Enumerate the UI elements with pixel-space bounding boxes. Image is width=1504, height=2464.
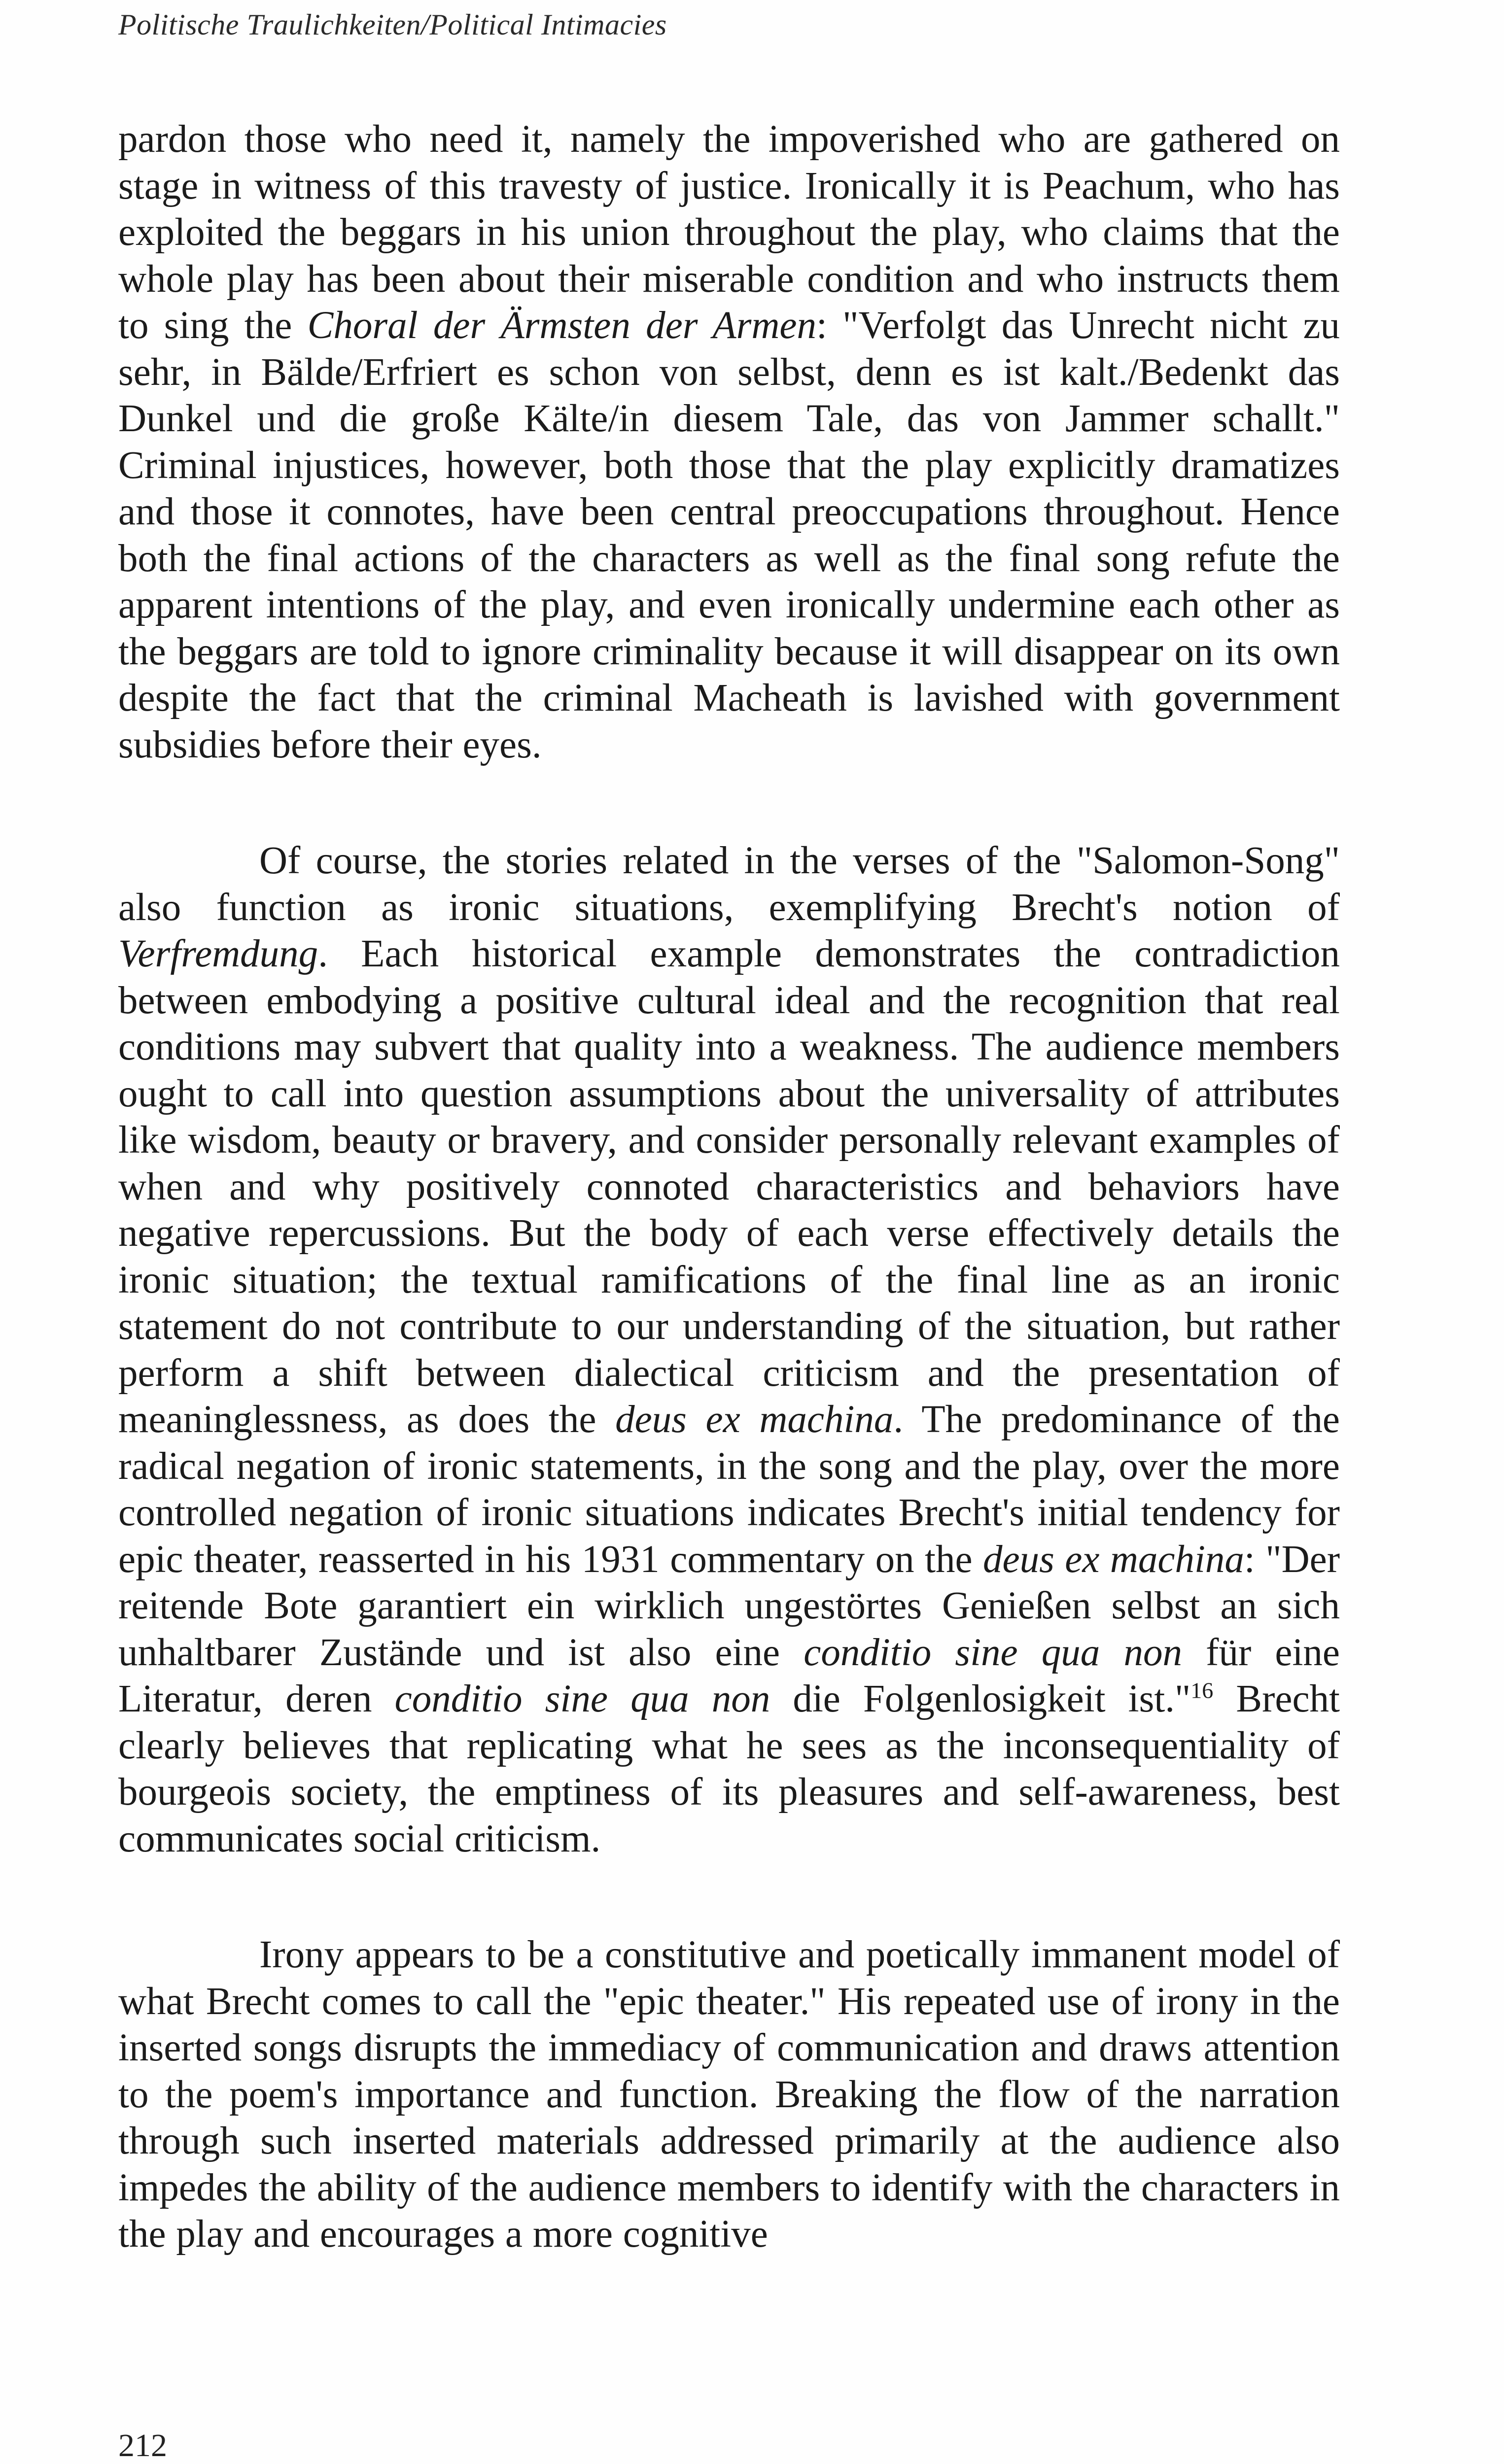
- paragraph-2-text-e: für eine Literatur, deren: [118, 1631, 1340, 1720]
- paragraph-2-italic-conditio-1: conditio sine qua non: [804, 1631, 1182, 1674]
- page-number: 212: [118, 2428, 167, 2464]
- paragraph-2-italic-conditio-2: conditio sine qua non: [394, 1677, 770, 1720]
- paragraph-2-text-a: Of course, the stories related in the verses of the "Salomon-Song" also function as ironic situations, exemplifying Brecht's notion of: [118, 839, 1340, 929]
- paragraph-3: Irony appears to be a constitutive and poetically immanent model of what Brecht comes to call the "epic theater." His repeated use of irony in the inserted songs disrupts the immediacy of communication and draws attention to the poem's importance and function. Breaking the flow of the narration through such inserted materials addressed primarily at the audience also impedes the ability of the audience members to identify with the characters in the play and encourages a more cognitive: [118, 1933, 1340, 2256]
- running-head: Politische Traulichkeiten/Political Intimacies: [118, 8, 667, 41]
- paragraph-1: [118, 116, 1340, 768]
- body-text: [118, 116, 1340, 2258]
- paragraph-1-italic-title: Choral der Ärmsten der Armen: [307, 304, 816, 347]
- paragraph-2-text-f: die Folgenlosigkeit ist.": [770, 1677, 1191, 1720]
- paragraph-2-italic-deus-ex-machina-1: deus ex machina: [615, 1398, 894, 1441]
- paragraph-2-italic-deus-ex-machina-2: deus ex machina: [983, 1538, 1244, 1581]
- footnote-reference[interactable]: 16: [1190, 1677, 1214, 1703]
- paragraph-1-text-b: : "Verfolgt das Unrecht nicht zu sehr, in Bälde/Erfriert es schon von selbst, denn es ist kalt./Bedenkt das Dunkel und die große Kälte/in diesem Tale, das von Jammer schallt." Criminal injustices, however, both those that the play explicitly dramatizes and those it connotes, have been central preoccupations throughout. Hence both the final actions of the characters as well as the final song refute the apparent intentions of the play, and even ironically undermine each other as the beggars are told to ignore criminality because it will disappear on its own despite the fact that the criminal Macheath is lavished with government subsidies before their eyes.: [118, 304, 1340, 766]
- paragraph-2: [118, 838, 1340, 1862]
- paragraph-2-italic-term-verfremdung: Verfremdung: [118, 932, 318, 975]
- paragraph-1-text-a: pardon those who need it, namely the impoverished who are gathered on stage in witness of this travesty of justice. Ironically it is Peachum, who has exploited the beggars in his union throughout the play, who claims that the whole play has been about their miserable condition and who instructs them to sing the: [118, 118, 1340, 347]
- paragraph-2-text-b: . Each historical example demonstrates the contradiction between embodying a positive cultural ideal and the recognition that real conditions may subvert that quality into a weakness. The audience members ought to call into question assumptions about the universality of attributes like wisdom, beauty or bravery, and consider personally relevant examples of when and why positively connoted characteristics and behaviors have negative repercussions. But the body of each verse effectively details the ironic situation; the textual ramifications of the final line as an ironic statement do not contribute to our understanding of the situation, but rather perform a shift between dialectical criticism and the presentation of meaninglessness, as does the: [118, 932, 1340, 1441]
- paragraph-2-text-c: . The predominance of the radical negation of ironic statements, in the song and the play, over the more controlled negation of ironic situations indicates Brecht's initial tendency for epic theater, reasserted in his 1931 commentary on the: [118, 1398, 1340, 1581]
- paragraph-2-text-g: Brecht clearly believes that replicating what he sees as the inconsequentiality of bourgeois society, the emptiness of its pleasures and self-awareness, best communicates social criticism.: [118, 1677, 1340, 1860]
- paragraph-2-text-d: : "Der reitende Bote garantiert ein wirklich ungestörtes Genießen selbst an sich unhaltbarer Zustände und ist also eine: [118, 1538, 1340, 1674]
